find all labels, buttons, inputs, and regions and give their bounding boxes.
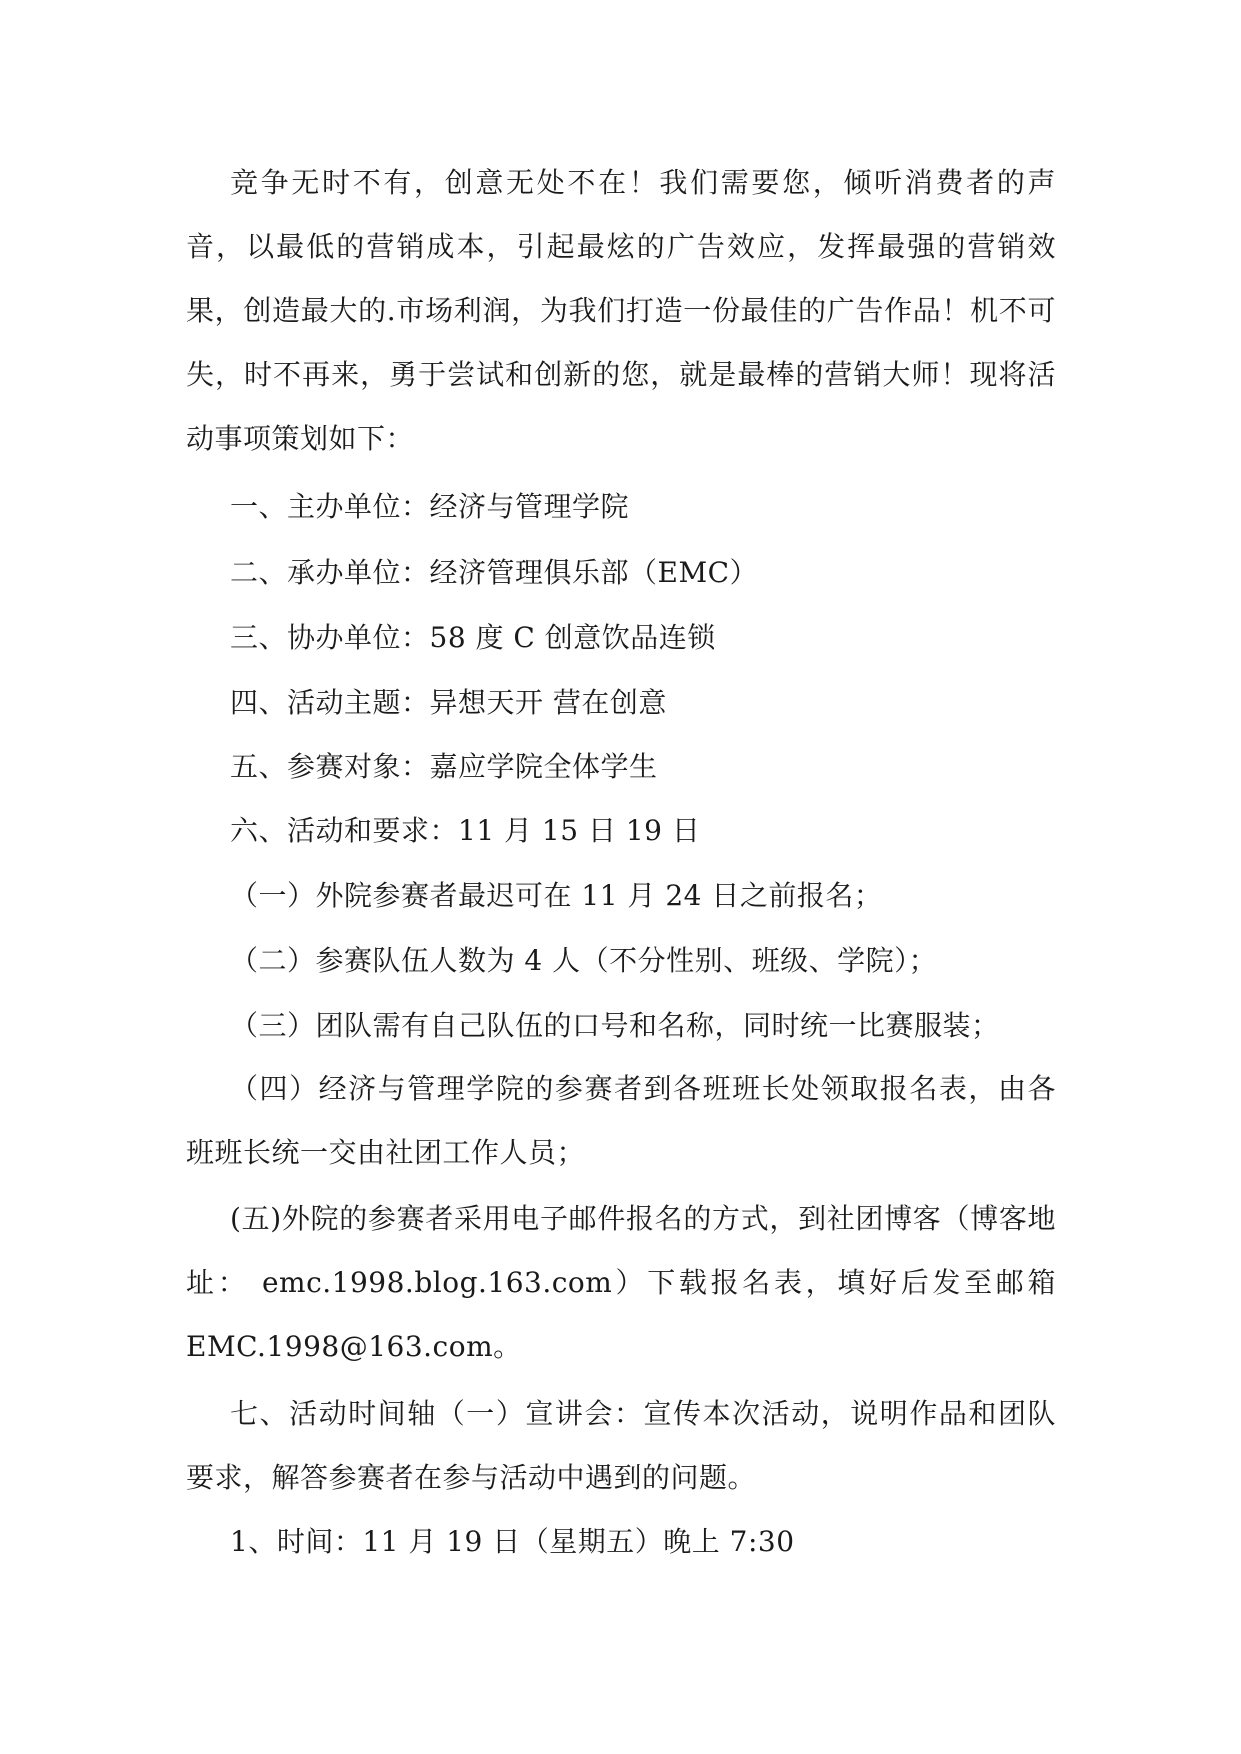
requirement-item-2: （二）参赛队伍人数为 4 人（不分性别、班级、学院）； xyxy=(230,944,938,977)
requirement-item-3: （三）团队需有自己队伍的口号和名称，同时统一比赛服装； xyxy=(230,1009,1000,1042)
requirement-item-4: （四）经济与管理学院的参赛者到各班班长处领取报名表，由各班班长统一交由社团工作人员； xyxy=(186,1072,1056,1169)
organizer-line: 一、主办单位：经济与管理学院 xyxy=(230,490,630,523)
requirement-item-1: （一）外院参赛者最迟可在 11 月 24 日之前报名； xyxy=(230,879,883,912)
intro-paragraph: 竞争无时不有，创意无处不在！我们需要您，倾听消费者的声音，以最低的营销成本，引起最炫的广告效应，发挥最强的营销效果，创造最大的.市场利润，为我们打造一份最佳的广告作品！机不可失，时不再来，勇于尝试和创新的您，就是最棒的营销大师！现将活动事项策划如下： xyxy=(186,166,1056,455)
host-line: 二、承办单位：经济管理俱乐部（EMC） xyxy=(230,556,759,589)
requirement-item-5: (五)外院的参赛者采用电子邮件报名的方式，到社团博客（博客地址： emc.1998.blog.163.com）下载报名表，填好后发至邮箱EMC.1998@163.com。 xyxy=(186,1202,1056,1363)
requirements-heading: 六、活动和要求：11 月 15 日 19 日 xyxy=(230,814,701,847)
participants-line: 五、参赛对象：嘉应学院全体学生 xyxy=(230,750,658,783)
co-organizer-line: 三、协办单位：58 度 C 创意饮品连锁 xyxy=(230,621,716,654)
time-line: 1、时间：11 月 19 日（星期五）晚上 7:30 xyxy=(230,1525,795,1558)
timeline-paragraph: 七、活动时间轴（一）宣讲会：宣传本次活动，说明作品和团队要求，解答参赛者在参与活动中遇到的问题。 xyxy=(186,1397,1056,1494)
theme-line: 四、活动主题：异想天开 营在创意 xyxy=(230,686,667,719)
